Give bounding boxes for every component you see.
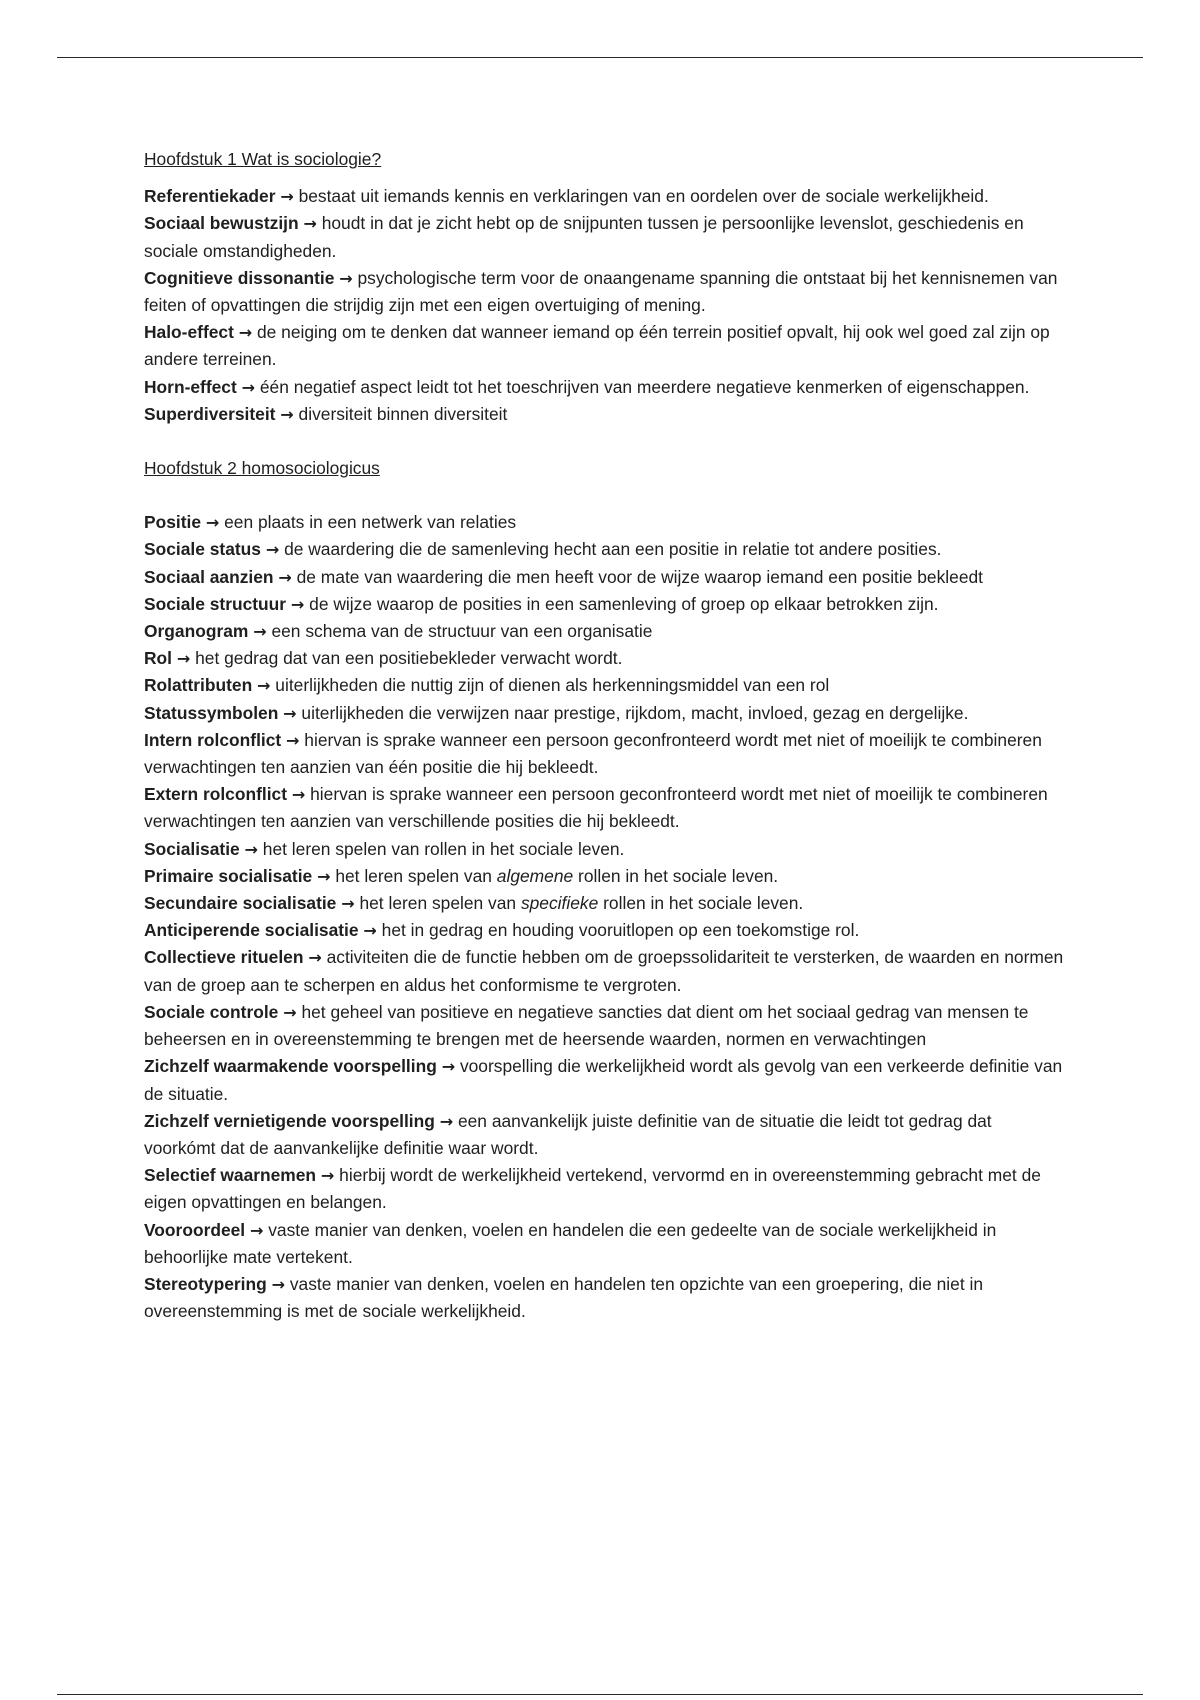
definition-entry	[144, 1162, 1064, 1216]
term-label: Superdiversiteit	[144, 403, 276, 424]
arrow-icon: →	[291, 785, 306, 805]
term-label: Referentiekader	[144, 186, 276, 207]
term-label: Stereotypering	[144, 1273, 267, 1294]
document-body	[144, 146, 1064, 1325]
definition-text	[335, 866, 778, 886]
definition-text: hiervan is sprake wanneer een persoon geconfronteerd wordt met niet of moeilijk te combineren verwachtingen ten aanzien van één positie die hij bekleedt.	[144, 729, 1042, 778]
arrow-icon: →	[265, 540, 280, 560]
term-label: Vooroordeel	[144, 1219, 246, 1240]
definition-text: het in gedrag en houding vooruitlopen op een toekomstige rol.	[381, 920, 860, 941]
definition-text: een aanvankelijk juiste definitie van de situatie die leidt tot gedrag dat voorkómt dat de aanvankelijke definitie waar wordt.	[144, 1110, 992, 1158]
definition-text: een plaats in een netwerk van relaties	[224, 512, 517, 533]
arrow-icon: →	[253, 622, 267, 642]
definition-entry	[144, 917, 1064, 944]
definition-entry	[144, 836, 1064, 863]
arrow-icon: →	[271, 1274, 285, 1294]
definition-entry	[144, 727, 1064, 781]
term-label: Halo-effect	[144, 322, 234, 343]
definition-text: een schema van de structuur van een organisatie	[271, 621, 653, 642]
arrow-icon: →	[341, 894, 355, 914]
term-label: Socialisatie	[144, 838, 240, 859]
term-label: Horn-effect	[144, 376, 237, 397]
definition-entry	[144, 265, 1064, 319]
arrow-icon: →	[238, 323, 253, 343]
chapter-1-heading: Hoofdstuk 1 Wat is sociologie?	[144, 149, 382, 169]
arrow-icon: →	[257, 676, 271, 696]
definition-text: de waardering die de samenleving hecht aan een positie in relatie tot andere posities.	[284, 539, 942, 560]
definition-text: de wijze waarop de posities in een samenleving of groep op elkaar betrokken zijn.	[309, 593, 939, 614]
definition-text: één negatief aspect leidt tot het toeschrijven van meerdere negatieve kenmerken of eigenschappen.	[259, 376, 1030, 397]
definition-entry	[144, 401, 1064, 428]
definition-entry	[144, 509, 1064, 536]
definition-entry	[144, 672, 1064, 699]
definition-entry	[144, 999, 1064, 1053]
definition-text: hiervan is sprake wanneer een persoon geconfronteerd wordt met niet of moeilijk te combineren verwachtingen ten aanzien van verschillende posities die hij bekleedt.	[144, 784, 1048, 832]
term-label: Sociale controle	[144, 1001, 279, 1022]
arrow-icon: →	[339, 268, 353, 288]
definition-text: vaste manier van denken, voelen en handelen ten opzichte van een groepering, die niet in overeenstemming is met de sociale werkelijkheid.	[144, 1273, 984, 1322]
term-label: Cognitieve dissonantie	[144, 267, 335, 288]
definition-entry	[144, 1053, 1064, 1107]
definition-entry	[144, 374, 1064, 401]
arrow-icon: →	[439, 1111, 454, 1131]
definition-text: het gedrag dat van een positiebekleder verwacht wordt.	[195, 648, 623, 669]
definition-text-after: rollen in het sociale leven.	[578, 865, 779, 886]
definition-entry	[144, 1108, 1064, 1162]
term-label: Zichzelf vernietigende voorspelling	[144, 1110, 435, 1131]
term-label: Rolattributen	[144, 675, 253, 696]
definition-text: het geheel van positieve en negatieve sancties dat dient om het sociaal gedrag van mensen te beheersen en in overeenstemming te brengen met de heersende waarden, normen en verwachtingen	[144, 1001, 1029, 1050]
definition-entry	[144, 1217, 1064, 1271]
term-label: Rol	[144, 648, 173, 669]
term-label: Primaire socialisatie	[144, 865, 313, 886]
arrow-icon: →	[283, 703, 297, 723]
term-label: Positie	[144, 512, 202, 533]
chapter-2-heading: Hoofdstuk 2 homosociologicus	[144, 458, 380, 479]
arrow-icon: →	[244, 839, 258, 859]
term-label: Collectieve rituelen	[144, 947, 304, 968]
definition-entry	[144, 618, 1064, 645]
term-label: Sociale structuur	[144, 593, 287, 614]
term-label: Sociale status	[144, 539, 261, 560]
header-rule	[57, 57, 1143, 58]
definition-entry	[144, 564, 1064, 591]
definition-text: voorspelling die werkelijkheid wordt als gevolg van een verkeerde definitie van de situatie.	[144, 1056, 1063, 1104]
definition-text: activiteiten die de functie hebben om de groepssolidariteit te versterken, de waarden en normen van de groep aan te scherpen en aldus het conformisme te vergroten.	[144, 947, 1064, 995]
arrow-icon: →	[308, 948, 322, 968]
arrow-icon: →	[283, 1002, 297, 1022]
arrow-icon: →	[249, 1220, 264, 1240]
definition-entry	[144, 944, 1064, 998]
arrow-icon: →	[290, 594, 305, 614]
definition-text-before: het leren spelen van	[335, 865, 492, 886]
arrow-icon: →	[441, 1057, 456, 1077]
term-label: Statussymbolen	[144, 702, 279, 723]
arrow-icon: →	[286, 730, 300, 750]
definition-text: hierbij wordt de werkelijkheid vertekend, vervormd en in overeenstemming gebracht met de eigen opvattingen en belangen.	[144, 1165, 1041, 1213]
definition-entry	[144, 319, 1064, 373]
footer-rule	[57, 1694, 1143, 1695]
definition-entry	[144, 210, 1064, 264]
chapter-1-entries	[144, 183, 1064, 428]
definition-text: vaste manier van denken, voelen en handelen die een gedeelte van de sociale werkelijkheid in behoorlijke mate vertekent.	[144, 1219, 997, 1267]
term-label: Anticiperende socialisatie	[144, 920, 359, 941]
definition-text: bestaat uit iemands kennis en verklaringen van en oordelen over de sociale werkelijkheid.	[298, 186, 989, 207]
definition-entry	[144, 863, 1064, 890]
definition-entry	[144, 591, 1064, 618]
definition-entry	[144, 536, 1064, 563]
arrow-icon: →	[280, 187, 294, 207]
chapter-2-entries	[144, 509, 1064, 1325]
arrow-icon: →	[317, 866, 331, 886]
term-label: Secundaire socialisatie	[144, 893, 337, 914]
definition-text	[359, 893, 803, 913]
term-label: Organogram	[144, 621, 249, 642]
term-label: Selectief waarnemen	[144, 1165, 317, 1186]
term-label: Zichzelf waarmakende voorspelling	[144, 1056, 437, 1077]
definition-entry	[144, 1271, 1064, 1325]
definition-emphasis: algemene	[496, 865, 574, 886]
arrow-icon: →	[241, 377, 256, 397]
arrow-icon: →	[280, 404, 294, 424]
term-label: Intern rolconflict	[144, 729, 282, 750]
definition-text: psychologische term voor de onaangename spanning die ontstaat bij het kennisnemen van feiten of opvattingen die strijdig zijn met een eigen overtuiging of mening.	[144, 267, 1058, 316]
definition-text: diversiteit binnen diversiteit	[298, 403, 508, 424]
arrow-icon: →	[303, 214, 317, 234]
definition-text: het leren spelen van rollen in het sociale leven.	[262, 838, 625, 859]
arrow-icon: →	[320, 1166, 335, 1186]
definition-text-before: het leren spelen van	[359, 893, 517, 914]
definition-emphasis: specifieke	[520, 893, 599, 914]
definition-text: uiterlijkheden die nuttig zijn of dienen als herkenningsmiddel van een rol	[275, 675, 830, 696]
arrow-icon: →	[363, 921, 377, 941]
term-label: Extern rolconflict	[144, 784, 288, 805]
definition-entry	[144, 700, 1064, 727]
arrow-icon: →	[176, 649, 191, 669]
definition-text-after: rollen in het sociale leven.	[603, 893, 804, 914]
definition-text: de mate van waardering die men heeft voor de wijze waarop iemand een positie bekleedt	[296, 566, 984, 587]
definition-entry	[144, 645, 1064, 672]
definition-entry	[144, 890, 1064, 917]
term-label: Sociaal bewustzijn	[144, 213, 299, 234]
definition-entry	[144, 781, 1064, 835]
definition-text: uiterlijkheden die verwijzen naar prestige, rijkdom, macht, invloed, gezag en dergelijke.	[301, 702, 969, 723]
arrow-icon: →	[205, 513, 220, 533]
definition-text: houdt in dat je zicht hebt op de snijpunten tussen je persoonlijke levenslot, geschiedenis en sociale omstandigheden.	[144, 213, 1024, 261]
arrow-icon: →	[278, 567, 292, 587]
term-label: Sociaal aanzien	[144, 566, 274, 587]
definition-text: de neiging om te denken dat wanneer iemand op één terrein positief opvalt, hij ook wel goed zal zijn op andere terreinen.	[144, 322, 1050, 370]
definition-entry	[144, 183, 1064, 210]
